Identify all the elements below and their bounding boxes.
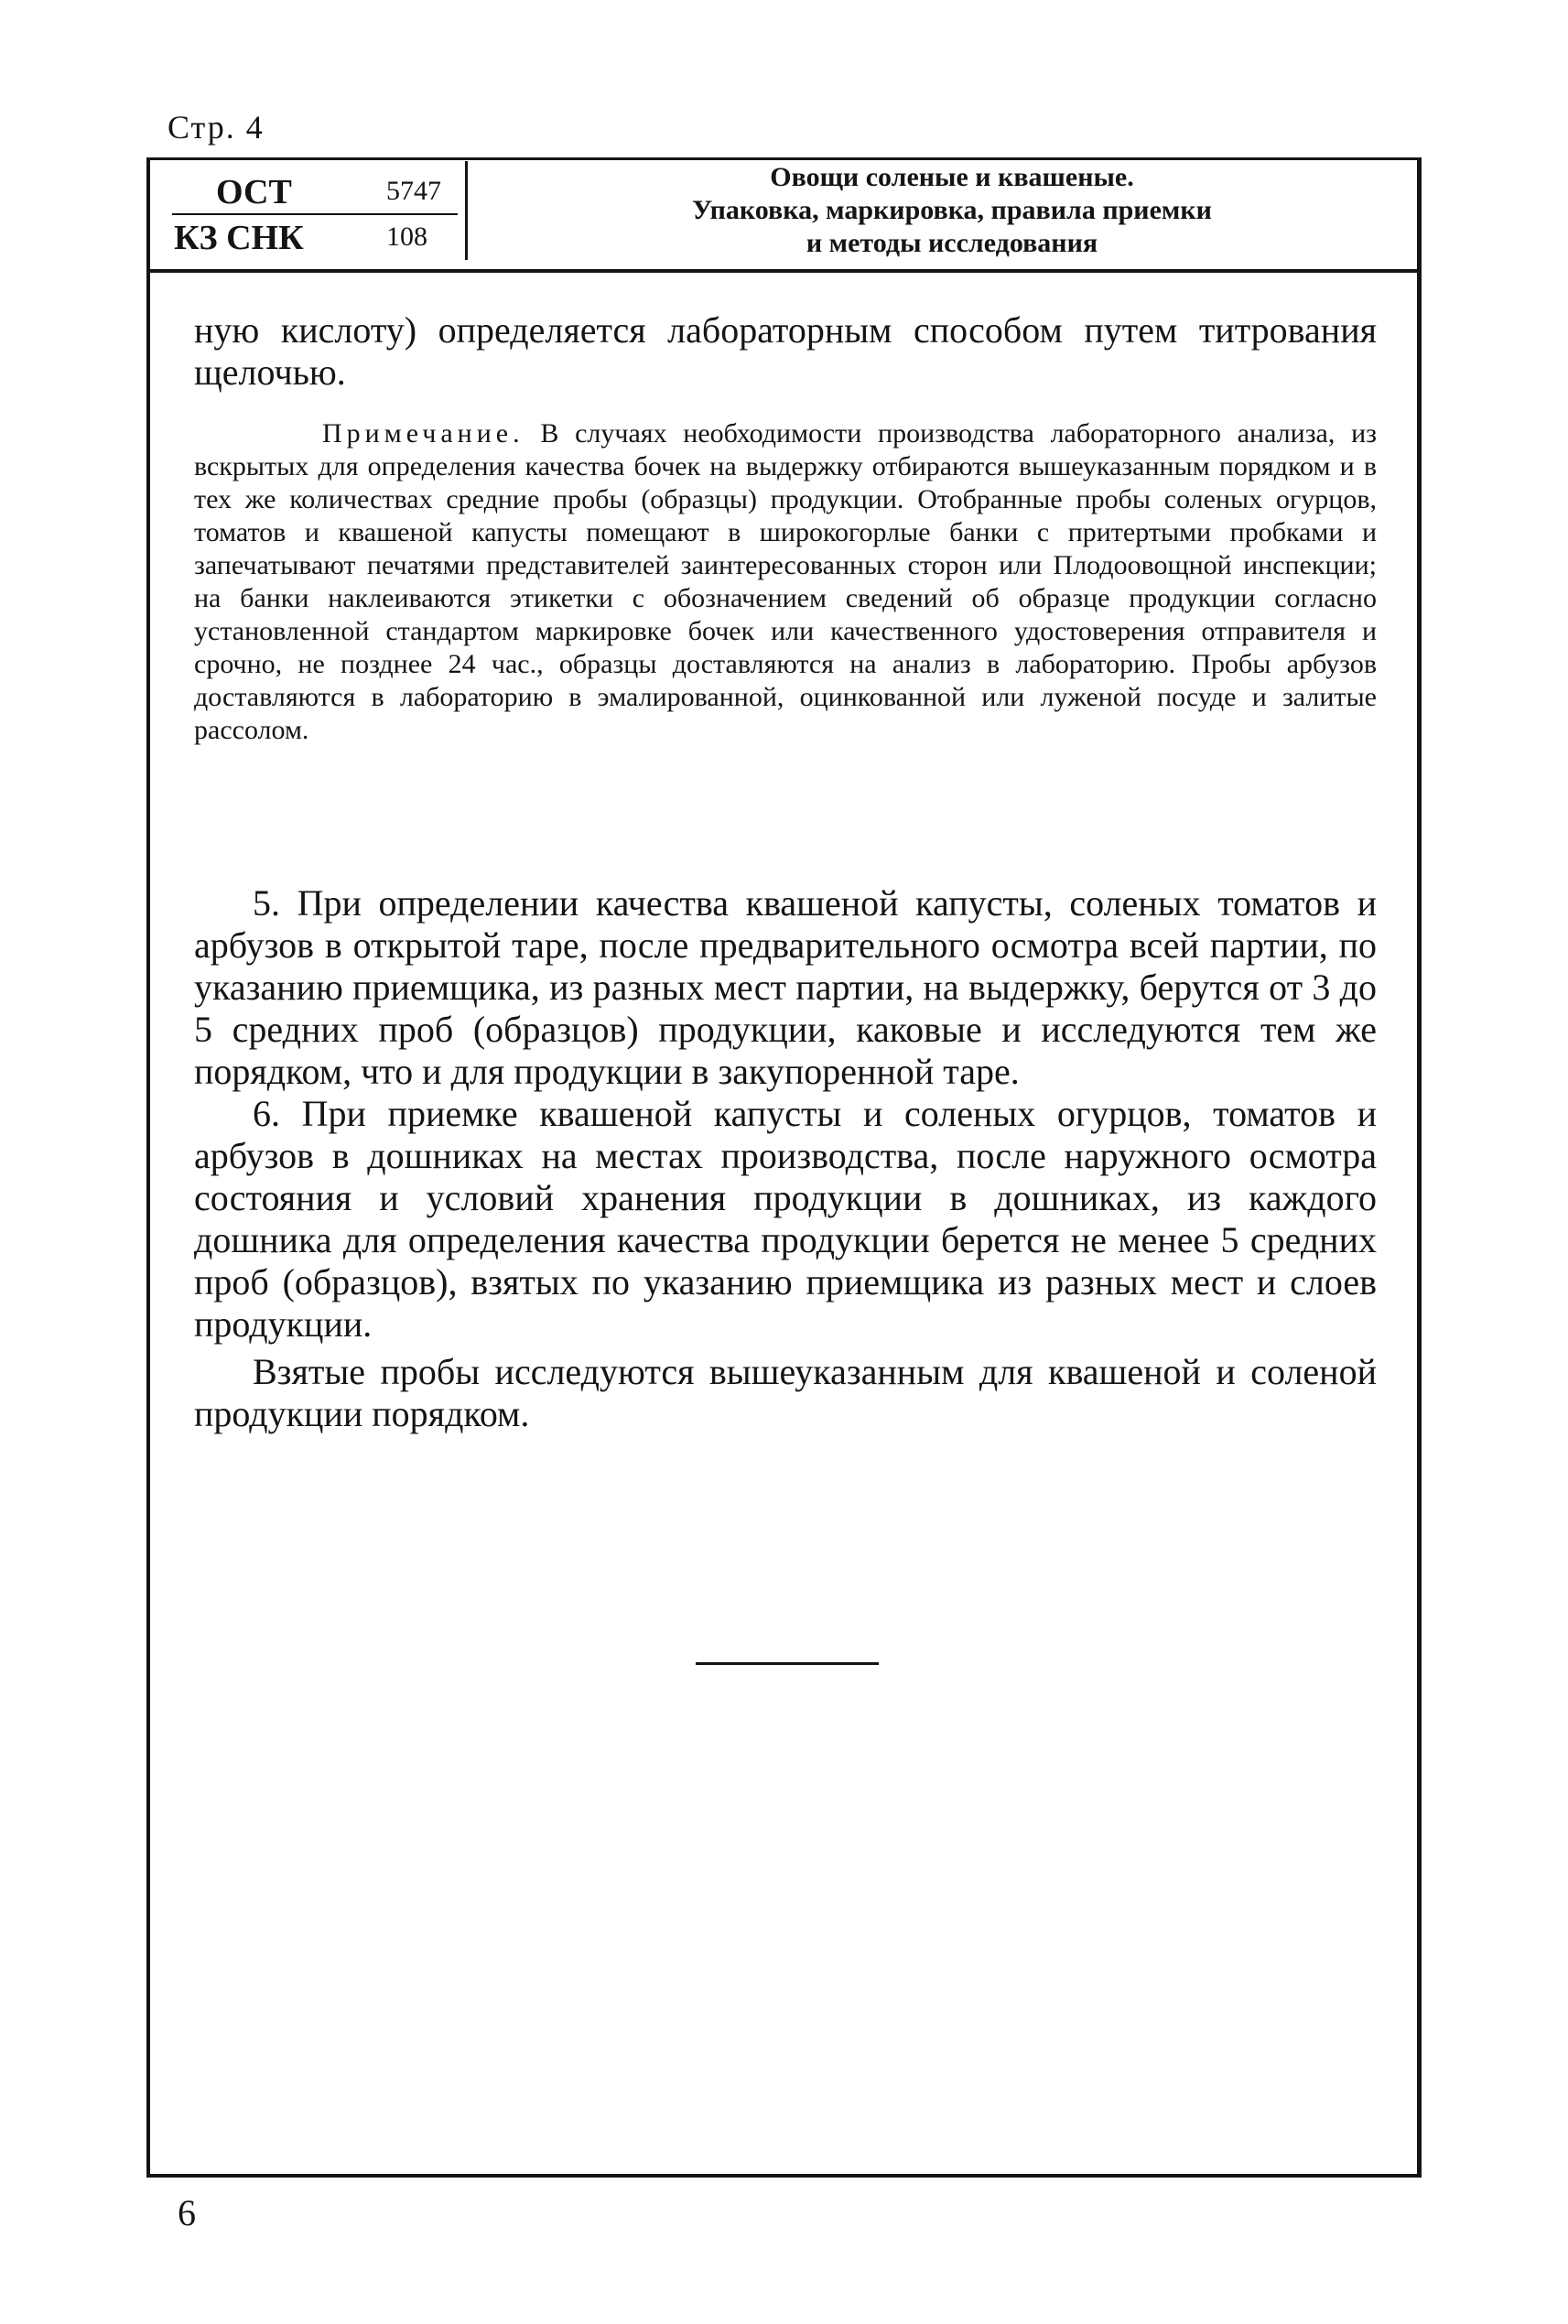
designation-kz-snk: КЗ СНК [174, 219, 304, 257]
designation-fraction-line [172, 213, 458, 215]
end-rule [696, 1662, 879, 1665]
designation-kz-snk-number: 108 [386, 222, 427, 252]
designation-ost-number: 5747 [386, 176, 441, 206]
note-text: В случаях необходимости производства лабораторного анализа, из вскрытых для определения качества бочек на выдержку отбираются вышеуказанным порядком и в тех же количествах средние пробы (образцы) продукции. Отобранные пробы соленых огурцов, томатов и квашеной капусты помещают в широкогорлые банки с притертыми пробками и запечатывают печатями представителей заинтересованных сторон или Плодоовощной инспекции; на банки наклеиваются этикетки с обозначением сведений об образце продукции согласно установленной стандартом маркировке бочек или качественного удостоверения отправителя и срочно, не позднее 24 час., образцы доставляются на анализ в лабораторию. Пробы арбузов доставляются в лабораторию в эмалированной, оцинкованной или луженой посуде и залитые рассолом. [194, 418, 1378, 745]
note-block [194, 417, 1377, 747]
standard-designation [165, 172, 467, 260]
header-rule [146, 269, 1422, 273]
title-line-3: и методы исследования [806, 228, 1098, 258]
intro-paragraph [194, 309, 1377, 394]
intro-text: ную кислоту) определяется лабораторным способом путем титрования щелочью. [194, 309, 1377, 393]
frame-top-line [146, 157, 1422, 160]
note-label: Примечание. [322, 418, 524, 449]
paragraph-6: 6. При приемке квашеной капусты и соленых огурцов, томатов и арбузов в дошниках на местах производства, после наружного осмотра состояния и условий хранения продукции в дошниках, из каждого дошника для определения качества продукции берется не менее 5 средних проб (образцов), взятых по указанию приемщика из разных мест и слоев продукции. [194, 1093, 1377, 1345]
page-number: 6 [178, 2192, 196, 2233]
frame-bottom-line [146, 2174, 1422, 2178]
paragraph-5: 5. При определении качества квашеной капусты, соленых томатов и арбузов в открытой таре, после предварительного осмотра всей партии, по указанию приемщика, из разных мест партии, на выдержку, берутся от 3 до 5 средних проб (образцов) продукции, каковые и исследуются тем же порядком, что и для продукции в закупоренной таре. [194, 882, 1377, 1092]
title-line-1: Овощи соленые и квашеные. [770, 162, 1134, 192]
frame-right-line [1417, 157, 1422, 2176]
paragraph-final: Взятые пробы исследуются вышеуказанным для квашеной и соленой продукции порядком. [194, 1351, 1377, 1434]
page-label: Стр. 4 [168, 109, 265, 146]
title-line-2: Упаковка, маркировка, правила приемки [692, 195, 1212, 225]
designation-ost: ОСТ [216, 173, 292, 211]
designation-divider [465, 161, 468, 260]
main-paragraphs [194, 882, 1377, 1435]
document-title [494, 161, 1410, 260]
frame-left-line [146, 157, 150, 2176]
